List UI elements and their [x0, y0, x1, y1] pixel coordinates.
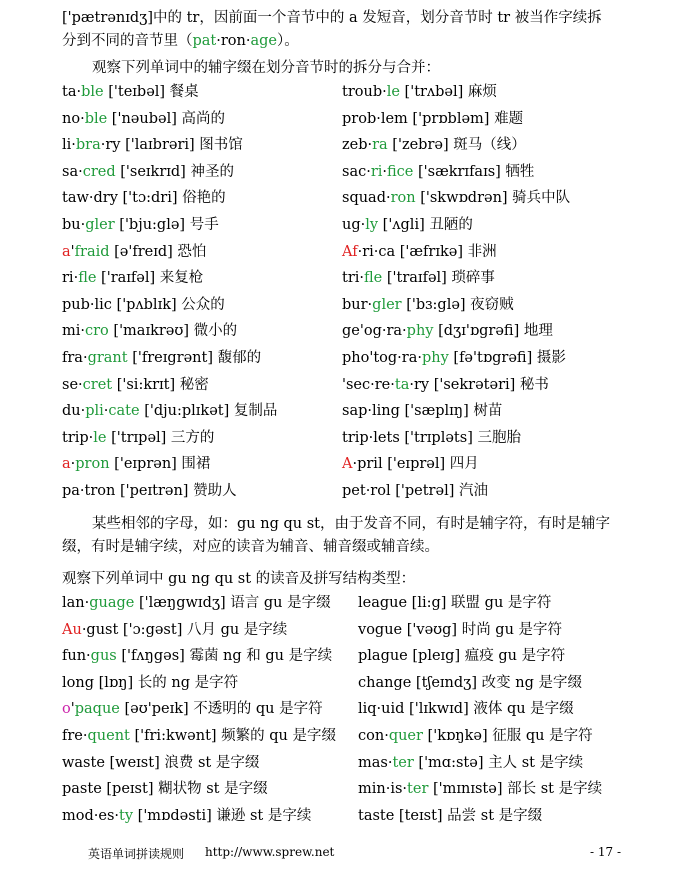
word-syllable: plague [358, 648, 408, 665]
word-syllable: Af [342, 243, 358, 260]
word-row [358, 593, 551, 613]
word-syllable: phy [421, 350, 449, 366]
word-row [358, 673, 582, 693]
section1-heading: 观察下列单词中的辅字缀在划分音节时的拆分与合并： [92, 60, 440, 76]
word-syllable: taste [358, 807, 395, 824]
word-pronunciation-meaning: ['prɒbləm] 难题 [407, 110, 524, 127]
word-pronunciation-meaning: ['sekrətəri] 秘书 [429, 376, 549, 393]
word-syllable: fraid [74, 243, 110, 260]
word-syllable: 'sec·re· [342, 376, 395, 393]
footer-title: 英语单词拼读规则 [88, 847, 185, 861]
word-row [62, 188, 226, 208]
word-syllable: prob·lem [342, 110, 408, 127]
word-syllable: sap·ling [342, 403, 400, 420]
word-syllable: cate [108, 403, 140, 420]
word-row [342, 428, 521, 448]
word-pronunciation-meaning: ['trɪpəl] 三方的 [106, 429, 215, 446]
word-pronunciation-meaning: ['sækrɪfaɪs] 牺牲 [413, 163, 535, 180]
word-syllable: cret [82, 376, 113, 393]
word-pronunciation-meaning: ['trɪpləts] 三胞胎 [399, 429, 521, 446]
word-pronunciation-meaning: ['petrəl] 汽油 [390, 483, 488, 499]
word-syllable: ron [390, 190, 416, 207]
word-syllable: liq·uid [358, 701, 405, 718]
word-row [342, 162, 534, 182]
word-row [62, 375, 209, 395]
word-syllable: ri· [62, 270, 79, 287]
word-syllable: bur· [342, 296, 373, 313]
word-pronunciation-meaning: ['raɪfəl] 来复枪 [96, 270, 204, 287]
word-pronunciation-meaning: ['vəʊg] 时尚 gu 是字符 [402, 621, 563, 638]
word-pronunciation-meaning: [ə'freɪd] 恐怕 [109, 243, 207, 260]
word-syllable: lan· [62, 595, 90, 611]
word-pronunciation-meaning: ['trʌbəl] 麻烦 [399, 84, 497, 100]
word-pronunciation-meaning: [li:g] 联盟 gu 是字符 [407, 595, 552, 611]
word-pronunciation-meaning: ['ʌgli] 丑陋的 [378, 217, 473, 233]
word-row [62, 162, 234, 182]
word-syllable: paste [62, 781, 102, 798]
word-syllable: waste [62, 754, 105, 771]
word-row [342, 321, 553, 341]
word-pronunciation-meaning: ['mɪnɪstə] 部长 st 是字续 [428, 781, 603, 798]
word-row [62, 82, 199, 102]
word-row [62, 481, 237, 501]
word-row [62, 109, 225, 129]
word-syllable: fra· [62, 350, 88, 366]
intro-paragraph [62, 7, 634, 53]
word-syllable: · [103, 403, 109, 420]
word-syllable: li· [62, 137, 76, 154]
word-pronunciation-meaning: ['bɜ:glə] 夜窃贼 [401, 296, 514, 313]
word-row [342, 188, 570, 208]
word-row [62, 699, 323, 719]
word-pronunciation-meaning: ['freɪgrənt] 馥郁的 [127, 350, 262, 366]
intro-word-age: age [250, 33, 277, 49]
word-syllable: ' [70, 701, 75, 718]
word-syllable: ·pril [352, 456, 383, 473]
word-pronunciation-meaning: ['peɪtrən] 赞助人 [115, 483, 237, 499]
word-pronunciation-meaning: [peɪst] 糊状物 st 是字缀 [101, 781, 268, 798]
word-pronunciation-meaning: [tʃeɪndʒ] 改变 ng 是字缀 [411, 674, 582, 691]
word-syllable: ta· [62, 84, 82, 100]
word-syllable: · [382, 163, 388, 180]
word-row [342, 295, 514, 315]
word-pronunciation-meaning: ['maɪkrəʊ] 微小的 [108, 323, 238, 340]
word-syllable: cro [85, 323, 109, 340]
word-syllable: change [358, 674, 412, 691]
word-syllable: ri [370, 163, 383, 180]
word-syllable: sa· [62, 163, 83, 180]
word-pronunciation-meaning: ['zebrə] 斑马（线） [387, 137, 526, 154]
word-pronunciation-meaning: [əʊ'peɪk] 不透明的 qu 是字符 [119, 701, 323, 718]
word-row [62, 215, 219, 235]
word-syllable: ta [394, 376, 410, 393]
word-row [62, 135, 243, 155]
word-syllable: ly [365, 217, 379, 233]
word-row [62, 268, 203, 288]
word-syllable: Au [62, 621, 82, 638]
word-row [342, 82, 497, 102]
word-row [62, 401, 277, 421]
word-pronunciation-meaning: ['teɪbəl] 餐桌 [103, 84, 199, 100]
word-syllable: fle [364, 270, 383, 287]
word-row [62, 806, 311, 826]
word-syllable: fle [78, 270, 97, 287]
word-pronunciation-meaning: [teɪst] 品尝 st 是字缀 [394, 807, 543, 824]
word-pronunciation-meaning: [dʒɪ'ɒgrəfi] 地理 [433, 323, 553, 340]
word-pronunciation-meaning: ['mɑ:stə] 主人 st 是字续 [413, 754, 584, 771]
word-syllable: grant [87, 350, 128, 366]
word-syllable: ble [84, 110, 108, 127]
word-syllable: fice [387, 163, 414, 180]
word-row [342, 268, 495, 288]
word-syllable: pli [85, 403, 104, 420]
word-syllable: pa·tron [62, 483, 116, 499]
word-syllable: fun· [62, 648, 91, 665]
word-syllable: bu· [62, 217, 86, 233]
word-row [358, 779, 602, 799]
word-row [358, 646, 565, 666]
word-row [342, 481, 488, 501]
word-syllable: ·ry [409, 376, 430, 393]
word-syllable: se· [62, 376, 83, 393]
word-pronunciation-meaning: ['fri:kwənt] 频繁的 qu 是字缀 [129, 728, 336, 744]
word-pronunciation-meaning: [lɒŋ] 长的 ng 是字符 [94, 674, 239, 691]
word-pronunciation-meaning: ['fʌŋgəs] 霉菌 ng 和 gu 是字续 [116, 648, 333, 665]
word-syllable: tri· [342, 270, 365, 287]
word-syllable: o [62, 701, 71, 718]
word-row [62, 726, 336, 746]
word-row [62, 428, 214, 448]
word-syllable: trip·lets [342, 429, 400, 446]
word-row [342, 454, 479, 474]
word-row [62, 295, 225, 315]
word-syllable: ble [81, 84, 104, 100]
word-syllable: gus [90, 648, 117, 665]
word-pronunciation-meaning: ['skwɒdrən] 骑兵中队 [415, 190, 571, 207]
word-syllable: le [386, 84, 400, 100]
word-row [342, 215, 473, 235]
word-syllable: no· [62, 110, 85, 127]
word-syllable: du· [62, 403, 86, 420]
word-row [62, 242, 206, 262]
word-syllable: paque [74, 701, 120, 718]
word-row [342, 348, 566, 368]
word-pronunciation-meaning: ['pʌblɪk] 公众的 [111, 296, 225, 313]
word-pronunciation-meaning: ['æfrɪkə] 非洲 [395, 243, 497, 260]
word-syllable: taw·dry [62, 190, 118, 207]
word-syllable: ·gust [81, 621, 119, 638]
word-row [358, 726, 593, 746]
word-syllable: trip· [62, 429, 94, 446]
word-syllable: troub· [342, 84, 387, 100]
word-syllable: ty [119, 807, 134, 824]
footer-page-number: - 17 - [590, 845, 622, 859]
word-syllable: pron [75, 456, 110, 473]
word-syllable: quer [388, 728, 423, 744]
word-syllable: con· [358, 728, 389, 744]
word-syllable: squad· [342, 190, 391, 207]
word-syllable: A [342, 456, 353, 473]
word-syllable: pub·lic [62, 296, 112, 313]
word-syllable: min·is· [358, 781, 408, 798]
word-row [62, 321, 237, 341]
word-row [342, 109, 523, 129]
word-syllable: gler [372, 296, 402, 313]
intro-line-2-end: ）。 [277, 33, 299, 49]
word-syllable: pho'tog·ra· [342, 350, 422, 366]
word-row [62, 753, 259, 773]
word-row [358, 620, 562, 640]
word-pronunciation-meaning: ['si:krɪt] 秘密 [112, 376, 209, 393]
word-syllable: league [358, 595, 408, 611]
word-syllable: le [93, 429, 107, 446]
word-pronunciation-meaning: ['dju:plɪkət] 复制品 [139, 403, 278, 420]
word-pronunciation-meaning: ['kɒŋkə] 征服 qu 是字符 [422, 728, 593, 744]
word-row [62, 454, 210, 474]
word-row [342, 242, 497, 262]
word-syllable: a [62, 456, 71, 473]
word-syllable: long [62, 674, 94, 691]
word-row [62, 620, 287, 640]
word-syllable: pet·rol [342, 483, 391, 499]
word-pronunciation-meaning: [weɪst] 浪费 st 是字缀 [104, 754, 260, 771]
word-syllable: bra [75, 137, 101, 154]
word-pronunciation-meaning: ['traɪfəl] 琐碎事 [382, 270, 495, 287]
paragraph-2: 某些相邻的字母，如：gu ng qu st，由于发音不同，有时是辅字符，有时是辅字缀，有时是辅字续，对应的读音为辅音、辅音缀或辅音续。 [62, 516, 610, 555]
word-syllable: ter [407, 781, 429, 798]
word-row [358, 806, 542, 826]
word-row [62, 593, 331, 613]
word-pronunciation-meaning: ['lɪkwɪd] 液体 qu 是字缀 [404, 701, 574, 718]
word-syllable: mod·es· [62, 807, 120, 824]
footer-url: http://www.sprew.net [205, 845, 335, 859]
word-pronunciation-meaning: ['nəubəl] 高尚的 [107, 110, 225, 127]
word-syllable: ·ri·ca [357, 243, 396, 260]
word-row [62, 646, 332, 666]
intro-line-2-start: 分到不同的音节里（ [62, 33, 193, 49]
word-syllable: sac· [342, 163, 371, 180]
word-syllable: quent [87, 728, 130, 744]
word-syllable: phy [406, 323, 434, 340]
word-syllable: ter [392, 754, 414, 771]
word-pronunciation-meaning: ['ɔ:gəst] 八月 gu 是字续 [118, 621, 288, 638]
section2-heading: 观察下列单词中 gu ng qu st 的读音及拼写结构类型： [62, 571, 416, 587]
word-pronunciation-meaning: ['seɪkrɪd] 神圣的 [115, 163, 234, 180]
intro-line-1: ['pætrənɪdʒ]中的 tr，因前面一个音节中的 a 发短音，划分音节时 tr 被当作字续拆 [62, 10, 602, 26]
word-syllable: fre· [62, 728, 88, 744]
word-pronunciation-meaning: ['læŋgwɪdʒ] 语言 gu 是字缀 [134, 595, 331, 611]
word-syllable: gler [85, 217, 115, 233]
word-pronunciation-meaning: ['tɔ:dri] 俗艳的 [117, 190, 226, 207]
word-pronunciation-meaning: ['bju:glə] 号手 [114, 217, 219, 233]
intro-word-pat: pat [192, 33, 217, 49]
word-syllable: ge'og·ra· [342, 323, 407, 340]
word-row [62, 348, 261, 368]
word-row [342, 375, 549, 395]
word-row [342, 135, 526, 155]
word-syllable: vogue [358, 621, 403, 638]
word-row [358, 699, 574, 719]
word-row [62, 673, 238, 693]
word-syllable: ' [70, 243, 75, 260]
word-syllable: cred [82, 163, 116, 180]
word-pronunciation-meaning: [pleɪg] 瘟疫 gu 是字符 [407, 648, 566, 665]
word-syllable: guage [89, 595, 135, 611]
word-syllable: mas· [358, 754, 393, 771]
word-syllable: ug· [342, 217, 366, 233]
word-row [358, 753, 583, 773]
word-row [342, 401, 502, 421]
word-syllable: zeb· [342, 137, 373, 154]
word-pronunciation-meaning: [fə'tɒgrəfi] 摄影 [448, 350, 566, 366]
word-syllable: mi· [62, 323, 85, 340]
word-syllable: a [62, 243, 71, 260]
word-syllable: · [70, 456, 76, 473]
word-pronunciation-meaning: ['eɪprən] 围裙 [109, 456, 211, 473]
word-pronunciation-meaning: ['eɪprəl] 四月 [382, 456, 479, 473]
word-pronunciation-meaning: ['laɪbrəri] 图书馆 [120, 137, 243, 154]
intro-word-ron: ·ron· [216, 33, 251, 49]
word-pronunciation-meaning: ['mɒdəsti] 谦逊 st 是字续 [133, 807, 312, 824]
word-pronunciation-meaning: ['sæplɪŋ] 树苗 [399, 403, 503, 420]
word-syllable: ·ry [100, 137, 121, 154]
word-syllable: ra [372, 137, 388, 154]
word-row [62, 779, 268, 799]
